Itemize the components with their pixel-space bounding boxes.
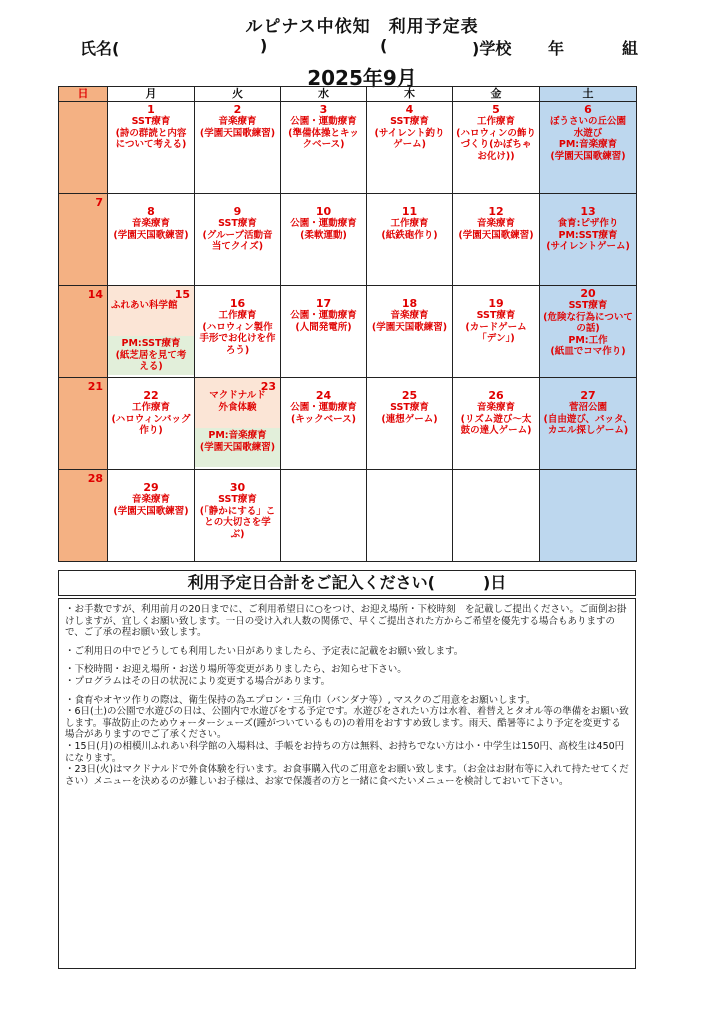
day-event: 音楽療育 (学園天国歌練習)	[199, 116, 276, 139]
day-cell-8[interactable]	[108, 194, 195, 286]
day-number: 9	[233, 205, 242, 218]
notes-box	[58, 598, 636, 969]
weekday-sat: 土	[540, 87, 637, 102]
day-event: 音楽療育 (学園天国歌練習)	[113, 494, 189, 517]
day-event: SST療育 (「静かにする」ことの大切さを学ぶ)	[199, 494, 276, 540]
name-label: 氏名(	[80, 39, 120, 58]
weekday-sun: 日	[59, 87, 108, 102]
day-cell-14[interactable]	[59, 286, 108, 378]
day-number: 7	[95, 196, 103, 209]
note-paragraph: ・ご利用日の中でどうしても利用したい日がありましたら、予定表に記載をお願い致します。	[65, 645, 464, 657]
day-event: SST療育 (サイレント釣りゲーム)	[374, 116, 445, 150]
day-event: SST療育 (詩の群読と内容について考える)	[115, 116, 187, 150]
day-number: 27	[580, 389, 596, 402]
day-event: 工作療育 (ハロウィン製作手形でお化けを作ろう)	[199, 310, 276, 356]
day-event: 音楽療育 (学園天国歌練習)	[113, 218, 189, 241]
day-cell-28[interactable]	[59, 470, 108, 562]
day-cell-10[interactable]	[281, 194, 367, 286]
day-cell-3[interactable]	[281, 102, 367, 194]
day-number: 24	[315, 389, 332, 402]
pm-section	[195, 428, 280, 467]
day-event: 工作療育 (紙鉄砲作り)	[381, 218, 438, 241]
day-number: 10	[315, 205, 332, 218]
day-number: 6	[584, 103, 592, 116]
day-number: 13	[580, 205, 596, 218]
name-close: )	[260, 36, 268, 55]
day-number: 20	[580, 287, 596, 300]
day-event: 工作療育 (ハロウィンの飾りづくり(かぼちゃお化け))	[456, 116, 536, 162]
day-cell-19[interactable]	[453, 286, 540, 378]
day-event: SST療育 (危険な行為についての話) PM:工作 (紙皿でコマ作り)	[543, 300, 633, 357]
day-number: 12	[488, 205, 504, 218]
day-event-am: マクドナルド 外食体験	[209, 390, 266, 413]
day-number: 16	[229, 297, 246, 310]
grade-label: 年	[548, 39, 565, 58]
day-number: 15	[174, 288, 190, 301]
day-number: 14	[87, 288, 103, 301]
day-number: 3	[319, 103, 328, 116]
day-event: 公園・運動療育 (準備体操とキックベース)	[288, 116, 359, 150]
weekday-fri: 金	[453, 87, 540, 102]
day-event: 工作療育 (ハロウィンバッグ作り)	[111, 402, 191, 436]
day-event-am: ふれあい科学館	[111, 300, 178, 311]
day-cell-1[interactable]	[108, 102, 195, 194]
day-event: SST療育 (グループ活動音当てクイズ)	[202, 218, 273, 252]
month-title: 2025年9月	[307, 66, 417, 90]
name-school-row	[80, 36, 640, 58]
day-event: 菅沼公園 (自由遊び、バッタ、カエル探しゲーム)	[543, 402, 633, 436]
day-event: 食育:ピザ作り PM:SST療育 (サイレントゲーム)	[546, 218, 630, 252]
day-cell-5[interactable]	[453, 102, 540, 194]
day-cell-empty[interactable]	[367, 470, 453, 562]
day-number: 8	[147, 205, 155, 218]
day-cell-empty[interactable]	[281, 470, 367, 562]
day-number: 4	[405, 103, 414, 116]
note-paragraph: ・食育やオヤツ作りの際は、衛生保持の為エプロン・三角巾（バンダナ等）, マスクのご用意をお願いします。 ・6日(土)の公園で水遊びの日は、公園内で水遊びをする予定です。水遊びをされたい方は水着、着替えとタオル等の準備をお願い致します。事故防止のためウォーターシューズ(踵がついているもの)の着用をおすすめ致します。雨天、酷暑等により予定を変更する場合がありますのでご了承ください。 ・15日(月)の相模川ふれあい科学館の入場料は、手帳をお持ちの方は無料、お持ちでない方は小・中学生は150円、高校生は450円になります。 ・23日(火)はマクドナルドで外食体験を行います。お食事購入代のご用意をお願い致します。（お金はお財布等に入れて持たせてください）メニューを決めるのが難しいお子様は、お家で保護者の方と一緒に食べたいメニューを検討しておいて下さい。	[65, 694, 629, 787]
day-event: SST療育 (連想ゲーム)	[381, 402, 438, 425]
weekday-wed: 水	[281, 87, 367, 102]
day-event: ぼうさいの丘公園 水遊び PM:音楽療育 (学園天国歌練習)	[549, 116, 626, 162]
day-number: 21	[87, 380, 103, 393]
day-cell-empty[interactable]	[540, 470, 637, 562]
day-cell-12[interactable]	[453, 194, 540, 286]
day-number: 29	[143, 481, 159, 494]
day-number: 17	[315, 297, 332, 310]
am-section	[195, 378, 280, 428]
day-event: 公園・運動療育 (柔軟運動)	[290, 218, 357, 241]
day-cell-29[interactable]	[108, 470, 195, 562]
day-number: 19	[488, 297, 504, 310]
day-cell-18[interactable]	[367, 286, 453, 378]
week-row	[59, 470, 637, 562]
day-cell-11[interactable]	[367, 194, 453, 286]
day-cell-30[interactable]	[195, 470, 281, 562]
day-event: 公園・運動療育 (人間発電所)	[290, 310, 357, 333]
day-cell-4[interactable]	[367, 102, 453, 194]
class-label: 組	[622, 39, 639, 58]
day-event-pm: PM:音楽療育 (学園天国歌練習)	[199, 430, 276, 453]
note-paragraph: ・下校時間・お迎え場所・お送り場所等変更がありましたら、お知らせ下さい。 ・プログラムはその日の状況により変更する場合があります。	[65, 664, 407, 687]
page-title: ルピナス中依知 利用予定表	[245, 17, 479, 37]
day-cell-24[interactable]	[281, 378, 367, 470]
pm-section	[108, 336, 194, 375]
day-cell-22[interactable]	[108, 378, 195, 470]
day-event: 音楽療育 (リズム遊び～太鼓の達人ゲーム)	[460, 402, 532, 436]
day-cell-26[interactable]	[453, 378, 540, 470]
day-cell-empty[interactable]	[453, 470, 540, 562]
week-row	[59, 194, 637, 286]
day-number: 5	[492, 103, 500, 116]
note-paragraph: ・お手数ですが、利用前月の20日までに、ご利用希望日に○をつけ、お迎え場所・下校時刻 を記載しご提出ください。ご面倒お掛けしますが、宜しくお願い致します。一日の受け入れ人数の関係で、早くご提出された方からご希望を優先する場合もありますので、ご了承の程お願い致します。	[65, 604, 627, 639]
day-cell-9[interactable]	[195, 194, 281, 286]
day-number: 26	[488, 389, 504, 402]
day-cell-17[interactable]	[281, 286, 367, 378]
day-cell-27[interactable]	[540, 378, 637, 470]
day-number: 22	[143, 389, 159, 402]
calendar-table	[58, 86, 637, 562]
weekday-tue: 火	[195, 87, 281, 102]
day-cell-7[interactable]	[59, 194, 108, 286]
day-number: 18	[401, 297, 418, 310]
weekday-mon: 月	[108, 87, 195, 102]
day-number: 2	[233, 103, 242, 116]
day-event: SST療育 (カードゲーム「デン」)	[465, 310, 527, 344]
day-number: 28	[87, 472, 103, 485]
day-cell-empty[interactable]	[59, 102, 108, 194]
week-row	[59, 102, 637, 194]
day-event: 音楽療育 (学園天国歌練習)	[371, 310, 448, 333]
school-open: (	[380, 36, 388, 55]
day-event: 音楽療育 (学園天国歌練習)	[458, 218, 534, 241]
weekday-header-row	[59, 87, 637, 102]
weekday-thu: 木	[367, 87, 453, 102]
day-number: 23	[260, 380, 276, 393]
day-event-pm: PM:SST療育 (紙芝居を見て考える)	[115, 338, 187, 372]
am-section	[108, 286, 194, 336]
day-cell-6[interactable]	[540, 102, 637, 194]
day-number: 25	[401, 389, 418, 402]
day-cell-21[interactable]	[59, 378, 108, 470]
school-label: )学校	[472, 39, 512, 58]
day-cell-25[interactable]	[367, 378, 453, 470]
week-row	[59, 378, 637, 470]
day-cell-2[interactable]	[195, 102, 281, 194]
day-cell-20[interactable]	[540, 286, 637, 378]
day-cell-13[interactable]	[540, 194, 637, 286]
day-number: 11	[401, 205, 418, 218]
total-days-field[interactable]: 利用予定日合計をご記入ください( )日	[58, 570, 636, 596]
day-number: 30	[229, 481, 246, 494]
day-cell-15[interactable]	[108, 286, 195, 378]
day-cell-16[interactable]	[195, 286, 281, 378]
day-cell-23[interactable]	[195, 378, 281, 470]
day-number: 1	[147, 103, 155, 116]
week-row	[59, 286, 637, 378]
day-event: 公園・運動療育 (キックベース)	[290, 402, 357, 425]
